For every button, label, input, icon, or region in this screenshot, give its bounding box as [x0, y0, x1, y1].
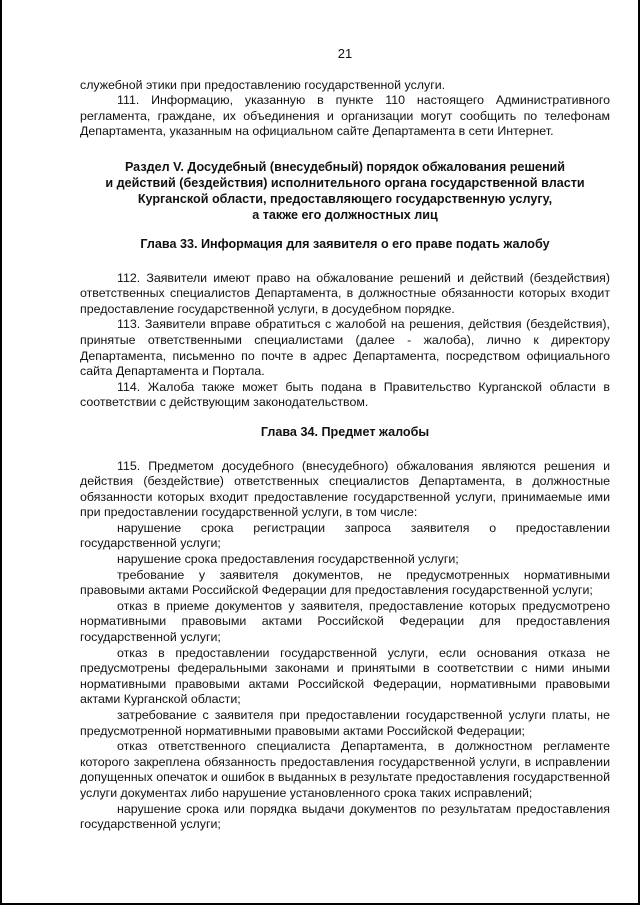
- chapter-34-title: Глава 34. Предмет жалобы: [260, 424, 430, 439]
- section-title-line: Раздел V. Досудебный (внесудебный) порядок обжалования решений: [124, 159, 566, 174]
- section-title-line: а также его должностных лиц: [252, 207, 438, 222]
- list-item: затребование с заявителя при предоставлении государственной услуги платы, не предусмотренной нормативными правовыми актами Российской Федерации;: [80, 708, 610, 738]
- list-item: нарушение срока регистрации запроса заявителя о предоставлении государственной услуги;: [80, 520, 610, 551]
- paragraph-111: 111. Информацию, указанную в пункте 110 настоящего Административного регламента, граждане, их объединения и организации могут сообщить по телефонам Департамента, указанным на официальном сайте Департамента в сети Интернет.: [80, 93, 610, 139]
- paragraph-115: 115. Предметом досудебного (внесудебного) обжалования являются решения и действия (бездействие) ответственных специалистов Департамента, в должностные обязанности которых входит предоставление государственной услуги, принимаемые ими при предоставлении государственной услуги, в том числе:: [80, 458, 610, 520]
- section-title: [80, 159, 610, 223]
- list-item: требование у заявителя документов, не предусмотренных нормативными правовыми актами Российской Федерации для предоставления государственной услуги;: [80, 567, 610, 598]
- paragraph-continuation: служебной этики при предоставлению государственной услуги.: [80, 77, 446, 92]
- section-title-line: Курганской области, предоставляющего государственную услугу,: [137, 191, 553, 206]
- list-item: нарушение срока или порядка выдачи документов по результатам предоставления государственной услуги;: [80, 801, 610, 832]
- list-item: отказ ответственного специалиста Департамента, в должностном регламенте которого закреплена обязанность предоставления государственной услуги, в исправлении допущенных опечаток и ошибок в выданных в результате предоставления государственной услуги документах либо нарушение установленного срока таких исправлений;: [80, 739, 610, 800]
- chapter-33-title: Глава 33. Информация для заявителя о его праве подать жалобу: [140, 236, 550, 251]
- list-item: нарушение срока предоставления государственной услуги;: [117, 552, 459, 567]
- list-item: отказ в предоставлении государственной услуги, если основания отказа не предусмотрены федеральными законами и принятыми в соответствии с ними иными нормативными правовыми актами Российской Федерации, нормативными правовыми актами Курганской области;: [80, 645, 610, 707]
- page-number: 21: [337, 46, 353, 61]
- section-title-line: и действий (бездействия) исполнительного органа государственной власти: [105, 175, 585, 190]
- list-item: отказ в приеме документов у заявителя, предоставление которых предусмотрено нормативными правовыми актами Российской Федерации для предоставления государственной услуги;: [80, 598, 610, 645]
- scan-border-left: [0, 0, 2, 905]
- paragraph-114: 114. Жалоба также может быть подана в Правительство Курганской области в соответствии с действующим законодательством.: [80, 379, 610, 410]
- paragraph-112: 112. Заявители имеют право на обжалование решений и действий (бездействия) ответственных специалистов Департамента, в должностные обязанности которых входит предоставление государственной услуги, в досудебном порядке.: [80, 270, 610, 316]
- paragraph-113: 113. Заявители вправе обратиться с жалобой на решения, действия (бездействия), принятые ответственными специалистами (далее - жалоба), лично к директору Департамента, письменно по почте в адрес Департамента, посредством официального сайта Департамента и Портала.: [80, 317, 610, 379]
